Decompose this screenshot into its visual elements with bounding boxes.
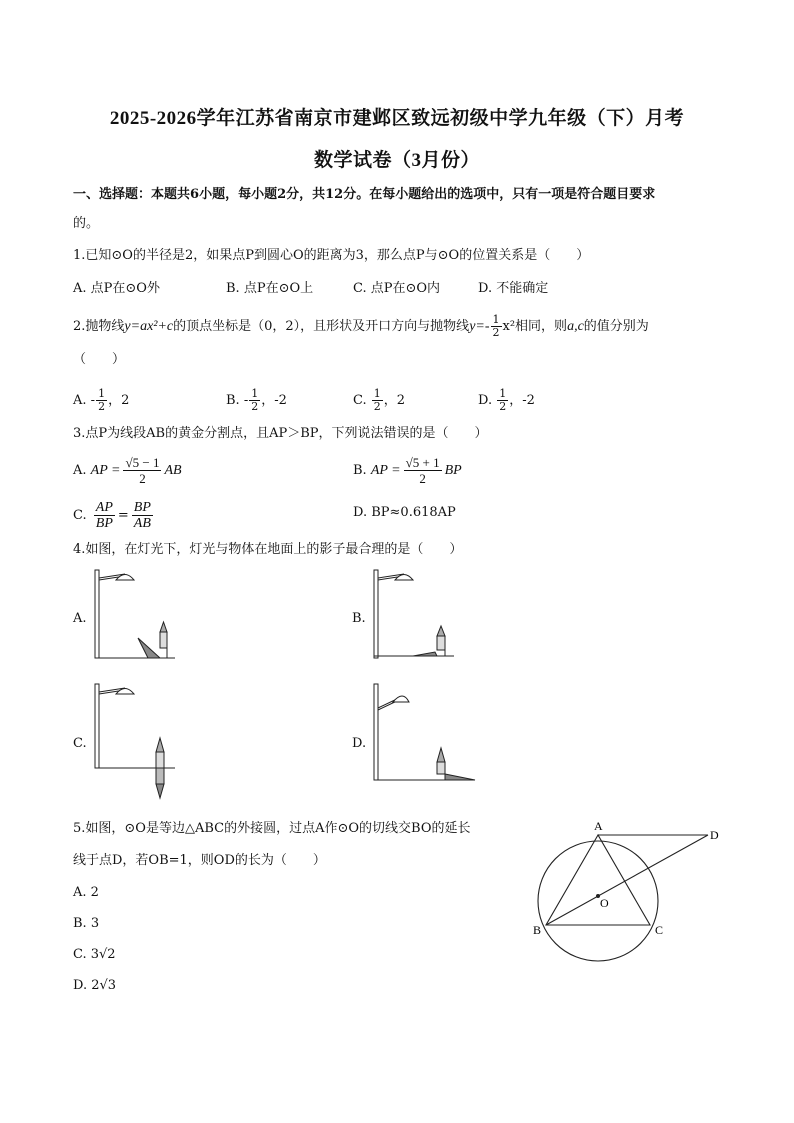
q2-option-a[interactable] <box>73 388 129 413</box>
section-mid3: 分。在每小题给出的选项中，只有一项是符合题目要求 <box>343 187 656 202</box>
q4-label-d: D. <box>352 736 367 751</box>
lamp-shade <box>393 696 409 702</box>
fraction-denominator: 2 <box>492 326 500 339</box>
option-lhs: AP = <box>90 463 121 478</box>
q5-circle-figure[interactable] <box>530 815 730 945</box>
tree-object-lower <box>156 752 164 768</box>
option-label: B. <box>353 463 367 478</box>
tree-object-lower <box>437 636 445 650</box>
lamp-pole <box>95 570 99 658</box>
q1-option-d[interactable]: D. 不能确定 <box>478 281 549 296</box>
q5-option-b[interactable]: B. 3 <box>73 916 100 931</box>
option-fraction <box>249 388 260 413</box>
option-sign: - <box>90 393 96 408</box>
option-label: A. <box>73 393 87 408</box>
equals-sign: = <box>117 508 129 523</box>
label-a: A <box>594 819 603 833</box>
q2-stem-b: 的顶点坐标是（0，2），且形状及开口方向与抛物线 <box>173 319 470 334</box>
q4-stem: 4.如图，在灯光下，灯光与物体在地面上的影子最合理的是（ ） <box>73 542 463 557</box>
tree-object <box>437 748 445 762</box>
tree-object-lower <box>160 632 167 648</box>
q2-stem-vars: a,c <box>567 319 584 334</box>
q2-stem-fraction <box>491 314 502 339</box>
option-tail: ，2 <box>108 393 130 408</box>
fraction-numerator: 1 <box>251 387 259 400</box>
fraction-numerator: 1 <box>499 387 507 400</box>
q2-stem-eq: y=ax²+c <box>124 319 174 334</box>
q1-stem: 1.已知⊙O的半径是2，如果点P到圆心O的距离为3，那么点P与⊙O的位置关系是（ ） <box>73 248 590 263</box>
option-lhs: AP = <box>370 463 401 478</box>
exam-title-line-1: 2025-2026学年江苏省南京市建邺区致远初级中学九年级（下）月考 <box>109 108 685 129</box>
q2-option-b[interactable] <box>226 388 287 413</box>
fraction-numerator: AP <box>95 500 113 515</box>
option-label: D. <box>478 393 493 408</box>
q5-option-a[interactable]: A. 2 <box>73 885 99 900</box>
q3-option-d[interactable]: D. BP≈0.618AP <box>353 505 456 520</box>
option-label: A. <box>73 463 87 478</box>
exam-title-line-2: 数学试卷（3月份） <box>313 150 480 171</box>
label-c: C <box>655 923 664 937</box>
q5-option-d[interactable]: D. 2√3 <box>73 978 117 993</box>
q2-stem-a: 2.抛物线 <box>73 319 125 334</box>
fraction-denominator: 2 <box>139 471 146 486</box>
fraction-denominator: 2 <box>251 400 259 413</box>
q4-figure-b[interactable] <box>369 566 459 666</box>
option-tail: ，-2 <box>509 393 535 408</box>
section-count: 6 <box>190 187 200 202</box>
fraction-denominator: 2 <box>419 471 426 486</box>
section-prefix: 一、选择题：本题共 <box>73 187 191 202</box>
option-fraction <box>404 455 442 486</box>
q4-label-c: C. <box>73 736 87 751</box>
section-header-end: 的。 <box>73 216 100 231</box>
option-rhs: AB <box>164 463 182 478</box>
shadow <box>445 774 475 780</box>
lamp-pole <box>95 684 99 768</box>
tree-object <box>437 626 445 636</box>
q1-option-a[interactable]: A. 点P在⊙O外 <box>73 281 160 296</box>
option-fraction <box>123 455 161 486</box>
fraction-denominator: 2 <box>98 400 106 413</box>
circle-o <box>538 841 658 961</box>
triangle-abc <box>546 835 650 925</box>
tree-object <box>156 738 164 752</box>
q4-figure-d[interactable] <box>369 680 479 790</box>
q2-stem-d: x²相同，则 <box>502 319 568 334</box>
q2-stem <box>73 314 649 339</box>
shadow <box>156 784 164 798</box>
q4-figure-a[interactable] <box>90 566 180 666</box>
option-label: C. <box>73 508 87 523</box>
option-label: B. <box>226 393 240 408</box>
q5-option-c[interactable]: C. 3√2 <box>73 947 116 962</box>
option-fraction <box>497 388 508 413</box>
object-base <box>160 648 167 658</box>
shadow <box>138 638 160 658</box>
option-fraction <box>96 388 107 413</box>
tree-object-lower <box>437 762 445 774</box>
q5-stem-line-2: 线于点D，若OB=1，则OD的长为（ ） <box>73 853 326 868</box>
label-b: B <box>533 923 542 937</box>
lamp-pole <box>374 570 378 658</box>
q2-stem-c: y=- <box>469 319 490 334</box>
label-d: D <box>710 828 719 842</box>
option-fraction <box>372 388 383 413</box>
fraction-denominator: 2 <box>499 400 507 413</box>
q3-option-c[interactable] <box>73 500 156 531</box>
section-mid1: 小题，每小题 <box>199 187 278 202</box>
q2-stem-paren: （ ） <box>73 352 126 367</box>
q3-option-b[interactable] <box>353 455 462 486</box>
option-label: C. <box>353 393 367 408</box>
q1-option-b[interactable]: B. 点P在⊙O上 <box>226 281 314 296</box>
option-sign: - <box>243 393 249 408</box>
q1-option-c[interactable]: C. 点P在⊙O内 <box>353 281 441 296</box>
q3-stem: 3.点P为线段AB的黄金分割点，且AP＞BP，下列说法错误的是（ ） <box>73 426 488 441</box>
option-rhs: BP <box>444 463 462 478</box>
q2-option-d[interactable] <box>478 388 535 413</box>
shadow-reflection <box>156 768 164 784</box>
option-tail: ，2 <box>383 393 406 408</box>
tree-object <box>160 622 167 632</box>
option-fraction-left <box>94 500 115 531</box>
shadow <box>413 652 437 656</box>
q4-label-a: A. <box>73 611 87 626</box>
q2-option-c[interactable] <box>353 388 405 413</box>
fraction-numerator: √5 + 1 <box>405 455 440 470</box>
fraction-numerator: √5 − 1 <box>125 455 160 470</box>
fraction-denominator: BP <box>95 516 113 531</box>
fraction-denominator: 2 <box>373 400 381 413</box>
object-base <box>437 774 445 780</box>
fraction-denominator: AB <box>133 516 151 531</box>
q3-option-a[interactable] <box>73 455 182 486</box>
section-score: 2 <box>277 187 287 202</box>
label-o: O <box>600 896 609 910</box>
q4-figure-c[interactable] <box>90 680 180 805</box>
object-base <box>437 650 445 656</box>
fraction-numerator: BP <box>133 500 151 515</box>
option-fraction-right <box>132 500 153 531</box>
lamp-pole <box>374 684 378 780</box>
q4-label-b: B. <box>352 611 366 626</box>
fraction-numerator: 1 <box>98 387 106 400</box>
section-mid2: 分，共 <box>286 187 326 202</box>
section-header <box>73 185 655 205</box>
fraction-numerator: 1 <box>373 387 381 400</box>
section-total: 12 <box>325 187 344 202</box>
fraction-numerator: 1 <box>492 313 500 326</box>
q2-stem-e: 的值分别为 <box>583 319 649 334</box>
q5-stem-line-1: 5.如图，⊙O是等边△ABC的外接圆，过点A作⊙O的切线交BO的延长 <box>73 821 471 836</box>
option-tail: ，-2 <box>261 393 287 408</box>
